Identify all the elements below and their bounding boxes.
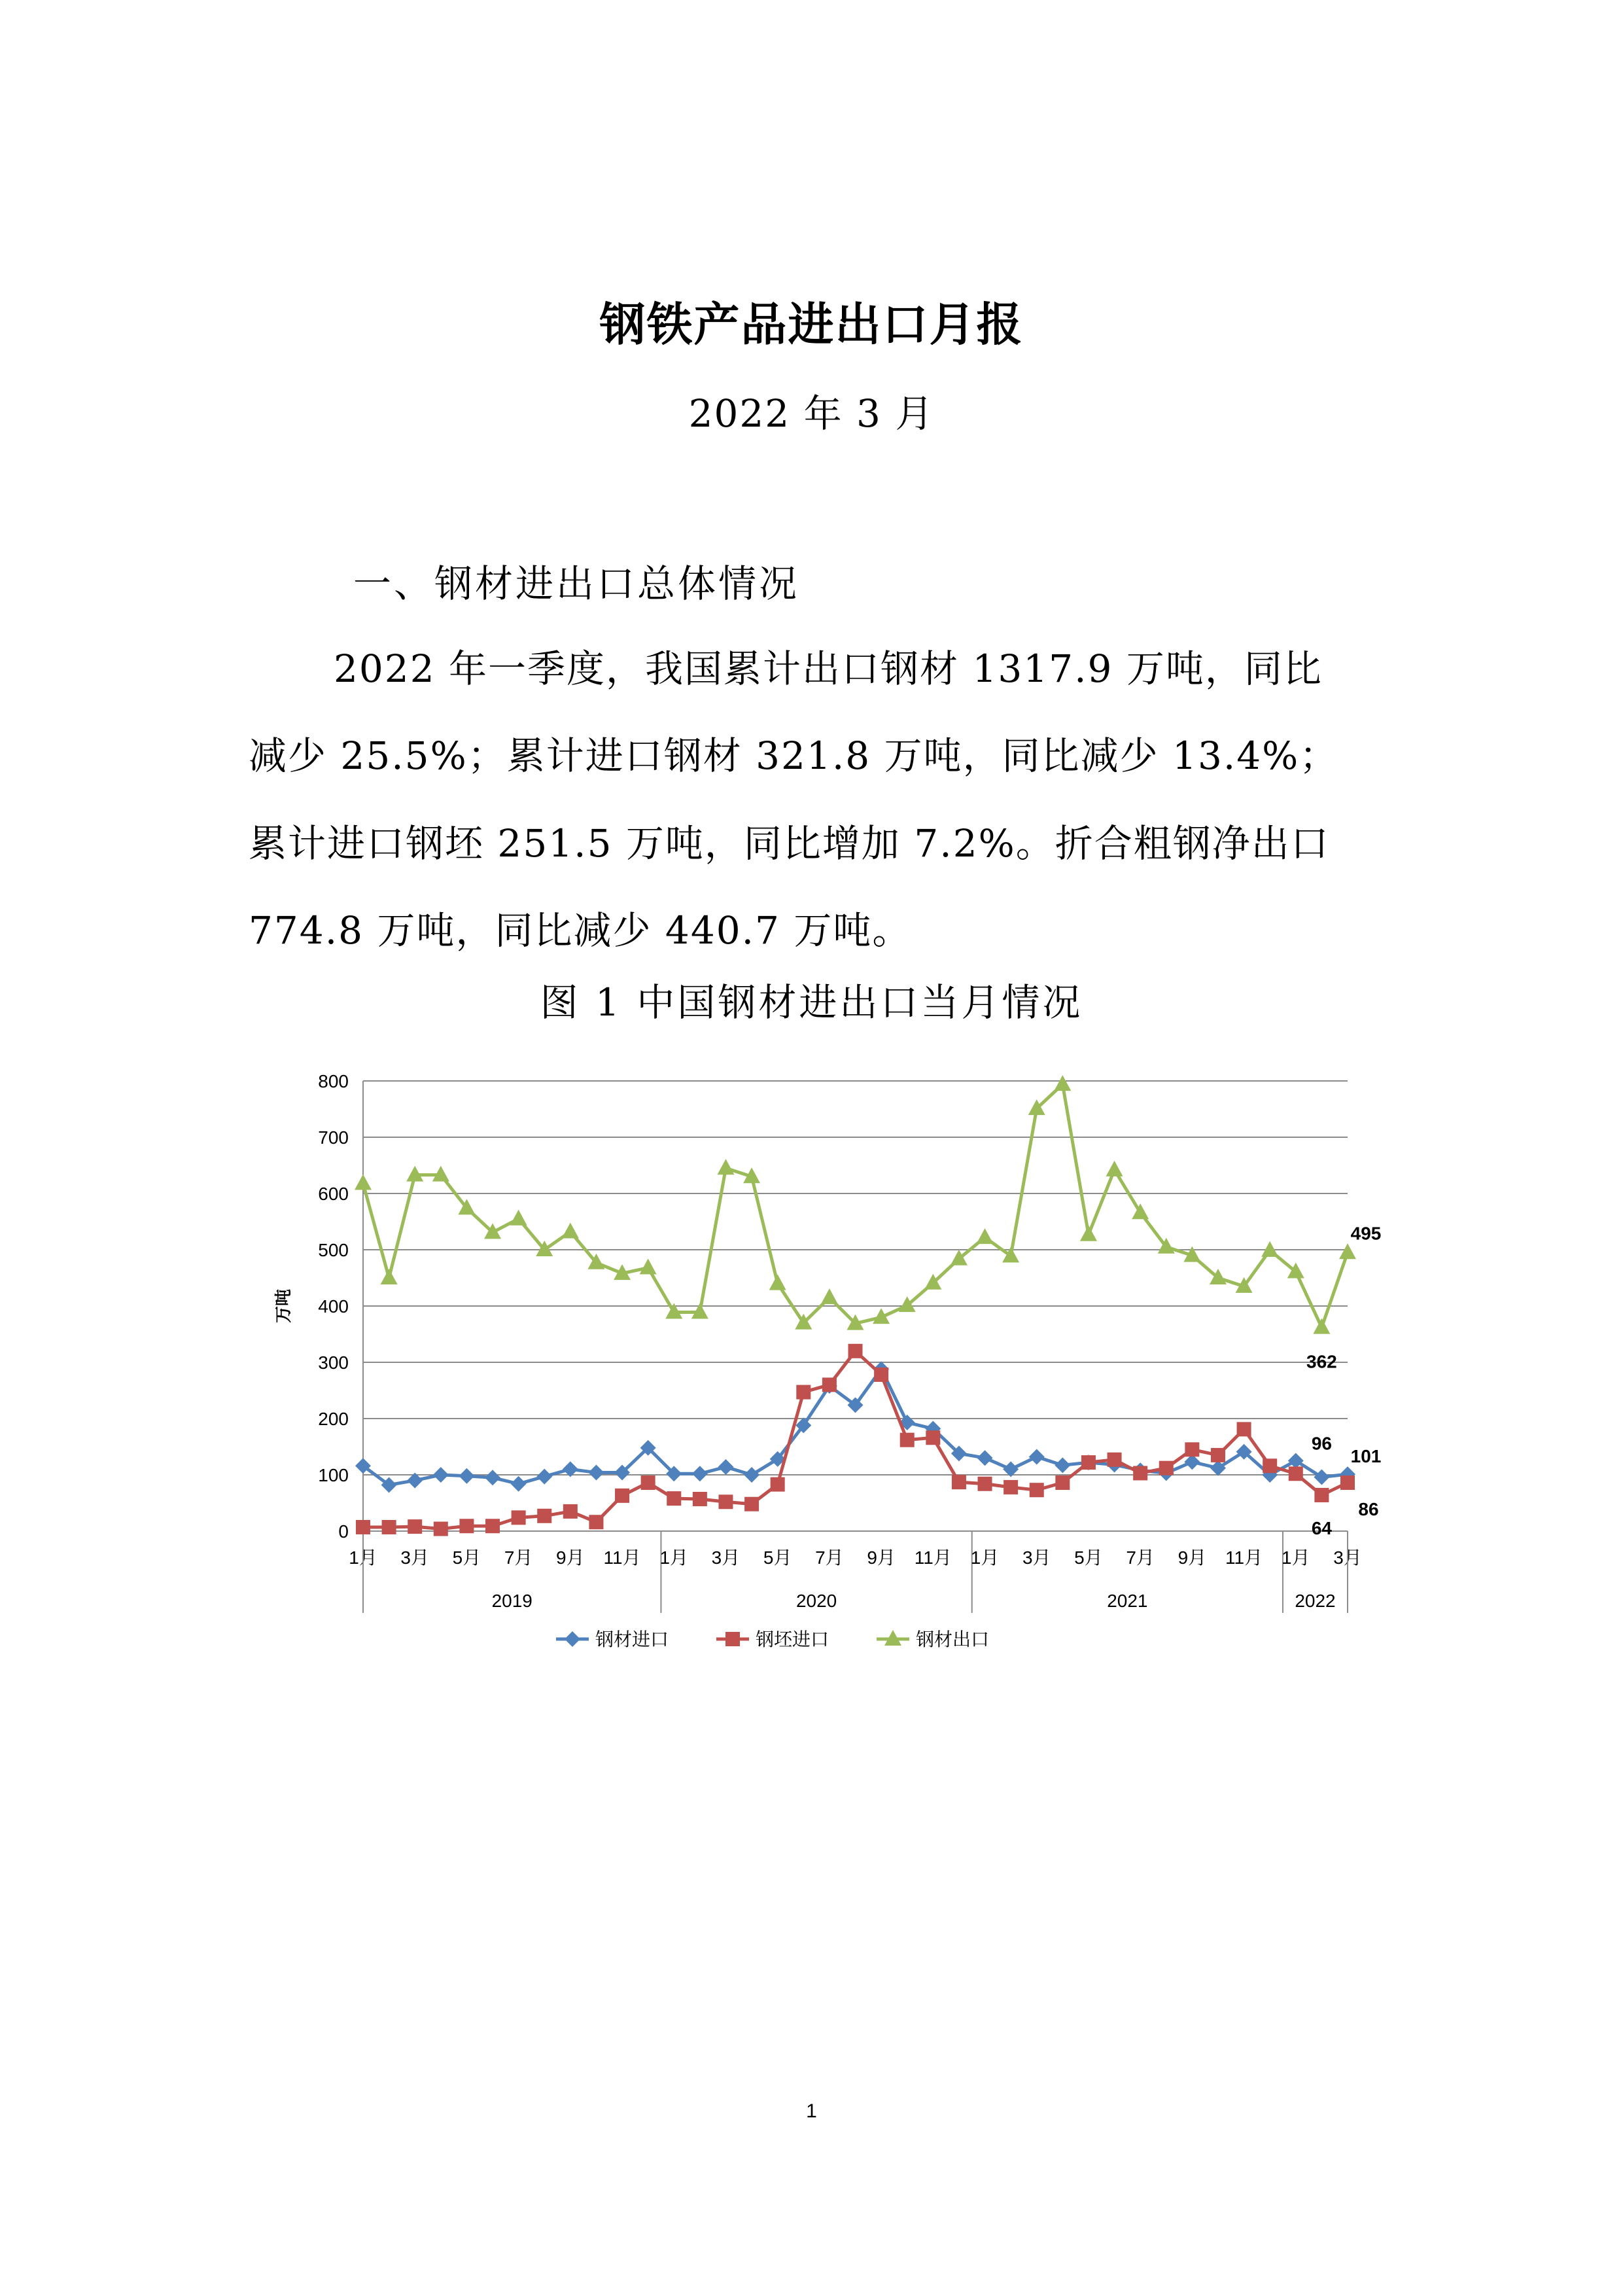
data-point [1339, 1243, 1356, 1259]
x-tick-label: 3月 [1022, 1547, 1051, 1568]
data-point [512, 1510, 526, 1525]
document-date: 2022 年 3 月 [688, 391, 935, 436]
x-tick-label: 3月 [1333, 1547, 1362, 1568]
data-point [1263, 1458, 1277, 1473]
y-axis-title: 万吨 [273, 1288, 293, 1324]
data-point [874, 1368, 888, 1382]
data-point [796, 1385, 811, 1400]
paragraph-line: 2022 年一季度，我国累计出口钢材 1317.9 万吨，同比 [334, 646, 1323, 691]
x-tick-label: 9月 [556, 1547, 585, 1568]
data-point [615, 1489, 629, 1503]
data-point [1106, 1161, 1123, 1176]
x-tick-label: 9月 [1178, 1547, 1207, 1568]
data-point [1029, 1449, 1045, 1464]
data-point [771, 1477, 785, 1492]
data-point [822, 1377, 837, 1392]
series-line [363, 1084, 1348, 1328]
data-point [1030, 1483, 1044, 1497]
data-point [408, 1519, 422, 1534]
y-tick-label: 600 [318, 1184, 349, 1204]
data-point [693, 1492, 707, 1506]
data-point [562, 1222, 579, 1238]
document-title: 钢铁产品进出口月报 [599, 297, 1024, 351]
year-label: 2021 [1107, 1591, 1148, 1611]
data-point [744, 1467, 759, 1483]
data-point [667, 1491, 681, 1506]
data-point [1313, 1318, 1330, 1334]
x-tick-label: 1月 [659, 1547, 689, 1568]
year-label: 2020 [795, 1591, 837, 1611]
data-point [900, 1433, 915, 1447]
x-tick-label: 11月 [1225, 1547, 1263, 1568]
data-point [1185, 1442, 1199, 1457]
y-tick-label: 300 [318, 1352, 349, 1373]
data-point [588, 1465, 604, 1481]
data-point [1055, 1457, 1070, 1473]
data-point [1080, 1226, 1097, 1241]
x-tick-label: 1月 [970, 1547, 1000, 1568]
x-tick-label: 1月 [349, 1547, 377, 1568]
data-point [718, 1494, 733, 1509]
data-point [1003, 1480, 1018, 1494]
x-tick-label: 1月 [1282, 1547, 1310, 1568]
data-point [848, 1344, 863, 1358]
y-tick-label: 100 [318, 1465, 349, 1485]
legend-marker [565, 1631, 580, 1647]
data-point [1108, 1453, 1122, 1467]
data-point [1210, 1460, 1226, 1476]
x-tick-label: 3月 [400, 1547, 429, 1568]
data-label: 64 [1311, 1517, 1332, 1538]
year-label: 2022 [1295, 1591, 1336, 1611]
data-point [510, 1210, 527, 1226]
data-point [356, 1520, 370, 1534]
data-point [952, 1475, 966, 1489]
series-line [363, 1369, 1348, 1485]
data-point [1133, 1466, 1147, 1480]
data-point [459, 1519, 474, 1533]
data-point [589, 1515, 603, 1529]
data-label: 96 [1311, 1433, 1332, 1454]
data-point [641, 1475, 655, 1490]
data-point [563, 1504, 578, 1519]
data-point [1289, 1466, 1303, 1481]
y-tick-label: 200 [318, 1409, 349, 1429]
data-point [1288, 1453, 1304, 1469]
data-point [692, 1466, 708, 1481]
year-label: 2019 [491, 1591, 532, 1611]
legend-label: 钢材进口 [595, 1629, 669, 1650]
data-point [926, 1430, 940, 1445]
data-label: 86 [1358, 1499, 1379, 1520]
paragraph-line: 累计进口钢坯 251.5 万吨，同比增加 7.2%。折合粗钢净出口 [249, 821, 1330, 866]
y-tick-label: 0 [338, 1521, 349, 1542]
data-point [434, 1522, 448, 1536]
x-tick-label: 9月 [867, 1547, 896, 1568]
paragraph-line: 774.8 万吨，同比减少 440.7 万吨。 [249, 908, 912, 953]
data-point [640, 1259, 657, 1275]
data-point [1159, 1461, 1174, 1475]
data-point [1340, 1475, 1355, 1490]
legend-marker [725, 1632, 740, 1646]
x-tick-label: 7月 [815, 1547, 844, 1568]
data-point [485, 1470, 500, 1485]
data-point [717, 1159, 734, 1174]
data-point [382, 1520, 396, 1534]
series-line [363, 1351, 1348, 1529]
y-tick-label: 800 [318, 1071, 349, 1091]
data-label: 495 [1350, 1223, 1382, 1244]
page-number: 1 [806, 2100, 817, 2122]
data-point [1237, 1422, 1251, 1436]
data-point [769, 1275, 786, 1290]
x-tick-label: 7月 [1126, 1547, 1155, 1568]
data-point [1081, 1455, 1096, 1470]
data-point [485, 1519, 500, 1533]
y-tick-label: 400 [318, 1296, 349, 1316]
paragraph-line: 减少 25.5%；累计进口钢材 321.8 万吨，同比减少 13.4%； [249, 733, 1339, 778]
data-point [744, 1497, 759, 1511]
data-point [355, 1174, 372, 1190]
data-point [1261, 1241, 1278, 1257]
data-point [977, 1450, 993, 1466]
x-tick-label: 11月 [914, 1547, 952, 1568]
steel-trade-line-chart [249, 1047, 1420, 1662]
data-point [1055, 1475, 1070, 1490]
data-point [1314, 1488, 1329, 1502]
x-tick-label: 7月 [504, 1547, 533, 1568]
data-point [537, 1509, 551, 1523]
x-tick-label: 5月 [452, 1547, 481, 1568]
legend-label: 钢坯进口 [756, 1629, 829, 1650]
data-point [433, 1467, 449, 1483]
x-tick-label: 3月 [711, 1547, 741, 1568]
x-tick-label: 11月 [603, 1547, 641, 1568]
data-point [821, 1288, 838, 1304]
x-tick-label: 5月 [1074, 1547, 1103, 1568]
figure-caption: 图 1 中国钢材进出口当月情况 [540, 980, 1083, 1025]
x-tick-label: 5月 [763, 1547, 792, 1568]
data-label: 101 [1350, 1446, 1382, 1467]
data-point [459, 1468, 474, 1484]
y-tick-label: 700 [318, 1127, 349, 1148]
data-point [977, 1228, 994, 1244]
data-point [718, 1459, 733, 1475]
data-point [1054, 1075, 1071, 1091]
data-point [536, 1469, 552, 1485]
data-point [978, 1477, 992, 1491]
data-point [511, 1476, 527, 1492]
data-point [381, 1269, 398, 1284]
y-tick-label: 500 [318, 1240, 349, 1260]
data-label: 362 [1306, 1351, 1337, 1372]
legend-label: 钢材出口 [916, 1629, 990, 1650]
data-point [1314, 1469, 1329, 1485]
data-point [1211, 1448, 1225, 1462]
section-heading: 一、钢材进出口总体情况 [353, 561, 800, 606]
